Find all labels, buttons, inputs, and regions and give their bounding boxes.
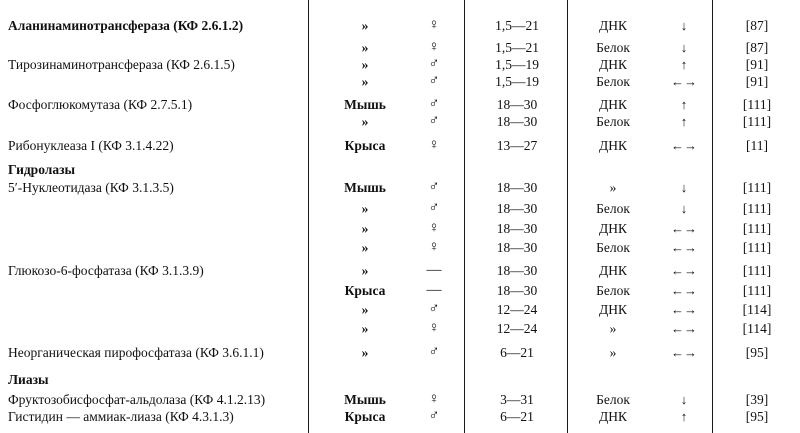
- enzyme-name: 5′-Нуклеотидаза (КФ 3.1.3.5): [8, 180, 174, 195]
- species-cell: »: [361, 201, 369, 216]
- sex-symbol: —: [426, 262, 442, 278]
- reference: [87]: [745, 40, 769, 55]
- reference: [87]: [745, 18, 769, 33]
- species-cell: »: [361, 221, 369, 236]
- method-cell: Белок: [596, 40, 630, 55]
- effect-arrow: ←→: [671, 240, 697, 255]
- method-cell: ДНК: [599, 221, 627, 236]
- reference: [114]: [742, 302, 772, 317]
- species-cell: Мышь: [344, 392, 386, 407]
- column-divider: [567, 0, 568, 433]
- species-cell: Крыса: [344, 138, 386, 153]
- species-cell: Мышь: [344, 180, 386, 195]
- effect-arrow: ↓: [680, 180, 688, 195]
- reference: [91]: [745, 74, 769, 89]
- effect-arrow: ↓: [680, 18, 688, 33]
- species-cell: »: [361, 345, 369, 360]
- age-range: 13—27: [496, 138, 538, 153]
- effect-arrow: ←→: [671, 221, 697, 236]
- sex-symbol: ♀: [428, 39, 440, 55]
- age-range: 6—21: [500, 409, 534, 424]
- age-range: 12—24: [496, 321, 538, 336]
- reference: [111]: [742, 201, 772, 216]
- sex-symbol: ♂: [428, 56, 440, 72]
- reference: [91]: [745, 57, 769, 72]
- method-cell: ДНК: [599, 302, 627, 317]
- method-cell: »: [609, 321, 617, 336]
- method-cell: Белок: [596, 283, 630, 298]
- reference: [114]: [742, 321, 772, 336]
- age-range: 18—30: [496, 283, 538, 298]
- sex-symbol: ♂: [428, 408, 440, 424]
- effect-arrow: ←→: [671, 263, 697, 278]
- effect-arrow: ←→: [671, 74, 697, 89]
- column-divider: [712, 0, 713, 433]
- method-cell: Белок: [596, 74, 630, 89]
- species-cell: »: [361, 40, 369, 55]
- species-cell: »: [361, 57, 369, 72]
- reference: [111]: [742, 240, 772, 255]
- sex-symbol: ♀: [428, 320, 440, 336]
- sex-symbol: ♀: [428, 239, 440, 255]
- age-range: 12—24: [496, 302, 538, 317]
- method-cell: ДНК: [599, 97, 627, 112]
- reference: [111]: [742, 263, 772, 278]
- species-cell: »: [361, 114, 369, 129]
- effect-arrow: ←→: [671, 138, 697, 153]
- section-header: Гидролазы: [8, 162, 76, 177]
- sex-symbol: ♂: [428, 113, 440, 129]
- enzyme-name: Тирозинаминотрансфераза (КФ 2.6.1.5): [8, 57, 235, 72]
- method-cell: »: [609, 345, 617, 360]
- sex-symbol: ♂: [428, 179, 440, 195]
- reference: [111]: [742, 114, 772, 129]
- method-cell: Белок: [596, 114, 630, 129]
- age-range: 3—31: [500, 392, 534, 407]
- enzyme-name: Фруктозобисфосфат-альдолаза (КФ 4.1.2.13): [8, 392, 266, 407]
- sex-symbol: ♀: [428, 220, 440, 236]
- age-range: 18—30: [496, 263, 538, 278]
- reference: [111]: [742, 283, 772, 298]
- species-cell: Крыса: [344, 409, 386, 424]
- age-range: 18—30: [496, 201, 538, 216]
- reference: [111]: [742, 221, 772, 236]
- species-cell: »: [361, 240, 369, 255]
- effect-arrow: ↑: [680, 57, 688, 72]
- sex-symbol: —: [426, 282, 442, 298]
- age-range: 18—30: [496, 180, 538, 195]
- species-cell: »: [361, 263, 369, 278]
- sex-symbol: ♂: [428, 200, 440, 216]
- age-range: 1,5—21: [495, 18, 539, 33]
- age-range: 1,5—19: [495, 74, 539, 89]
- reference: [11]: [746, 138, 768, 153]
- effect-arrow: ↓: [680, 201, 688, 216]
- species-cell: »: [361, 302, 369, 317]
- sex-symbol: ♂: [428, 73, 440, 89]
- enzyme-name: Фосфоглюкомутаза (КФ 2.7.5.1): [8, 97, 193, 112]
- age-range: 18—30: [496, 97, 538, 112]
- enzyme-name: Глюкозо-6-фосфатаза (КФ 3.1.3.9): [8, 263, 204, 278]
- effect-arrow: ←→: [671, 302, 697, 317]
- method-cell: ДНК: [599, 57, 627, 72]
- method-cell: Белок: [596, 392, 630, 407]
- method-cell: »: [609, 180, 617, 195]
- sex-symbol: ♂: [428, 96, 440, 112]
- enzyme-name: Неорганическая пирофосфатаза (КФ 3.6.1.1): [8, 345, 264, 360]
- age-range: 18—30: [496, 114, 538, 129]
- age-range: 1,5—21: [495, 40, 539, 55]
- age-range: 1,5—19: [495, 57, 539, 72]
- sex-symbol: ♀: [428, 391, 440, 407]
- reference: [95]: [745, 409, 769, 424]
- reference: [111]: [742, 180, 772, 195]
- reference: [39]: [745, 392, 769, 407]
- effect-arrow: ↓: [680, 40, 688, 55]
- effect-arrow: ↑: [680, 114, 688, 129]
- effect-arrow: ←→: [671, 283, 697, 298]
- method-cell: Белок: [596, 201, 630, 216]
- effect-arrow: ↓: [680, 392, 688, 407]
- species-cell: Мышь: [344, 97, 386, 112]
- method-cell: Белок: [596, 240, 630, 255]
- effect-arrow: ←→: [671, 345, 697, 360]
- sex-symbol: ♂: [428, 344, 440, 360]
- species-cell: Крыса: [344, 283, 386, 298]
- method-cell: ДНК: [599, 263, 627, 278]
- reference: [95]: [745, 345, 769, 360]
- age-range: 6—21: [500, 345, 534, 360]
- enzyme-name: Гистидин — аммиак-лиаза (КФ 4.3.1.3): [8, 409, 234, 424]
- species-cell: »: [361, 74, 369, 89]
- species-cell: »: [361, 18, 369, 33]
- species-cell: »: [361, 321, 369, 336]
- column-divider: [464, 0, 465, 433]
- method-cell: ДНК: [599, 18, 627, 33]
- sex-symbol: ♂: [428, 301, 440, 317]
- age-range: 18—30: [496, 240, 538, 255]
- method-cell: ДНК: [599, 409, 627, 424]
- enzyme-name: Аланинаминотрансфераза (КФ 2.6.1.2): [8, 18, 244, 33]
- column-divider: [308, 0, 309, 433]
- method-cell: ДНК: [599, 138, 627, 153]
- sex-symbol: ♀: [428, 17, 440, 33]
- effect-arrow: ←→: [671, 321, 697, 336]
- reference: [111]: [742, 97, 772, 112]
- sex-symbol: ♀: [428, 137, 440, 153]
- enzyme-name: Рибонуклеаза I (КФ 3.1.4.22): [8, 138, 174, 153]
- age-range: 18—30: [496, 221, 538, 236]
- effect-arrow: ↑: [680, 409, 688, 424]
- effect-arrow: ↑: [680, 97, 688, 112]
- section-header: Лиазы: [8, 372, 49, 387]
